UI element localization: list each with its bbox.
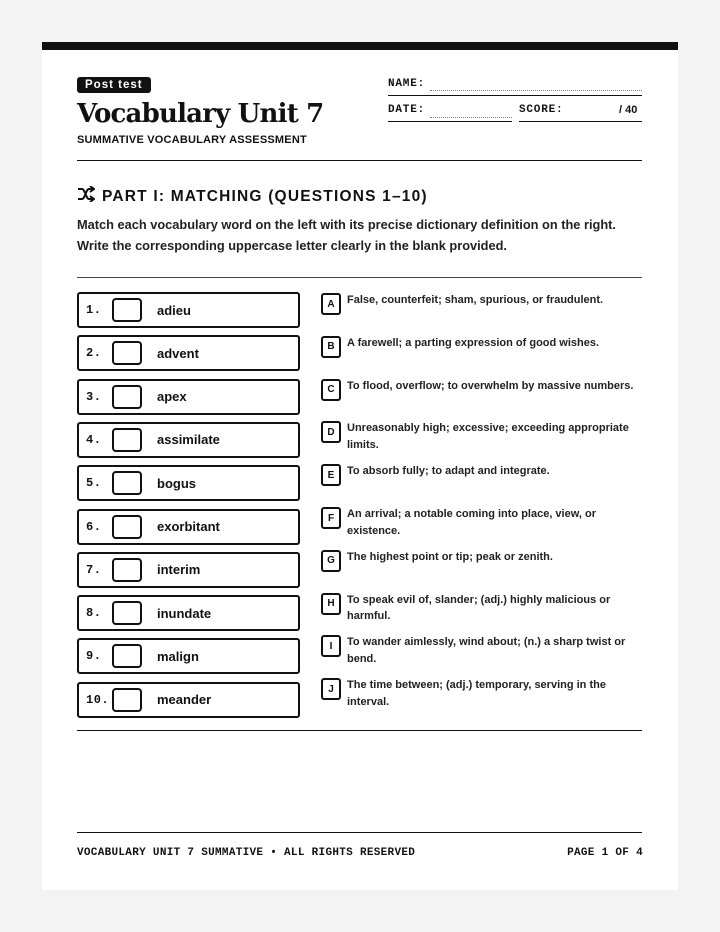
name-dotted-line bbox=[430, 90, 642, 91]
definition-text: The highest point or tip; peak or zenith. bbox=[347, 550, 553, 563]
vocab-word: advent bbox=[157, 345, 199, 361]
definition-letter: G bbox=[321, 550, 341, 572]
vocab-word: exorbitant bbox=[157, 519, 220, 534]
worksheet-page bbox=[42, 42, 678, 890]
question-number: 8. bbox=[86, 606, 102, 621]
definition-item bbox=[321, 678, 641, 710]
answer-blank[interactable] bbox=[112, 471, 142, 495]
post-test-badge: Post test bbox=[77, 77, 151, 93]
definition-text: Unreasonably high; excessive; exceeding appropriate limits. bbox=[347, 422, 629, 451]
definition-letter: F bbox=[321, 507, 341, 529]
answer-blank[interactable] bbox=[112, 385, 142, 409]
definition-item bbox=[321, 593, 641, 625]
definition-letter: A bbox=[321, 293, 341, 315]
vocab-word: meander bbox=[157, 692, 212, 708]
definition-item bbox=[321, 379, 641, 401]
definition-item bbox=[321, 507, 641, 539]
definition-text: False, counterfeit; sham, spurious, or fraudulent. bbox=[347, 294, 604, 306]
vocab-word: interim bbox=[157, 562, 201, 578]
header-divider bbox=[77, 160, 642, 161]
answer-blank[interactable] bbox=[112, 688, 142, 712]
date-label: DATE: bbox=[388, 104, 426, 116]
definition-item bbox=[321, 421, 641, 453]
page-subtitle: SUMMATIVE VOCABULARY ASSESSMENT bbox=[77, 134, 307, 146]
instructions: Match each vocabulary word on the left with its precise dictionary definition on the right. Write the corresponding uppercase letter clearly in the blank provided. bbox=[77, 217, 616, 253]
word-row bbox=[77, 595, 300, 631]
definition-item bbox=[321, 550, 641, 572]
page-title: Vocabulary Unit 7 bbox=[77, 99, 324, 129]
score-total: / 40 bbox=[619, 104, 638, 116]
word-row bbox=[77, 638, 300, 674]
word-row bbox=[77, 292, 300, 328]
word-row bbox=[77, 509, 300, 545]
word-row bbox=[77, 465, 300, 501]
definition-letter: I bbox=[321, 635, 341, 657]
shuffle-icon bbox=[77, 186, 95, 207]
definition-item bbox=[321, 464, 641, 486]
question-number: 2. bbox=[86, 346, 102, 361]
question-number: 6. bbox=[86, 519, 102, 534]
definition-text: To flood, overflow; to overwhelm by massive numbers. bbox=[347, 379, 634, 392]
part-heading bbox=[77, 186, 428, 207]
word-row bbox=[77, 379, 300, 415]
section-divider-bottom bbox=[77, 730, 642, 731]
question-number: 7. bbox=[86, 562, 102, 577]
definition-text: The time between; (adj.) temporary, serving in the interval. bbox=[347, 679, 606, 708]
date-field[interactable] bbox=[388, 121, 512, 122]
word-row bbox=[77, 552, 300, 588]
answer-blank[interactable] bbox=[112, 644, 142, 668]
footer-divider bbox=[77, 832, 642, 833]
score-field[interactable] bbox=[519, 121, 642, 122]
definition-item bbox=[321, 635, 641, 667]
footer-copyright: VOCABULARY UNIT 7 SUMMATIVE • ALL RIGHTS RESERVED bbox=[77, 847, 416, 859]
definition-letter: E bbox=[321, 464, 341, 486]
vocab-word: adieu bbox=[157, 302, 191, 318]
question-number: 9. bbox=[86, 649, 102, 664]
definition-text: To wander aimlessly, wind about; (n.) a sharp twist or bend. bbox=[347, 636, 626, 665]
definition-item bbox=[321, 336, 641, 358]
vocab-word: inundate bbox=[157, 605, 212, 621]
definition-text: An arrival; a notable coming into place, view, or existence. bbox=[347, 508, 596, 537]
definition-letter: B bbox=[321, 336, 341, 358]
answer-blank[interactable] bbox=[112, 298, 142, 322]
name-label: NAME: bbox=[388, 78, 426, 90]
question-number: 4. bbox=[86, 432, 102, 447]
definition-letter: D bbox=[321, 421, 341, 443]
date-dotted-line bbox=[430, 117, 512, 118]
question-number: 3. bbox=[86, 389, 102, 404]
part-heading-text: PART I: MATCHING (QUESTIONS 1–10) bbox=[102, 187, 428, 205]
section-divider-top bbox=[77, 277, 642, 278]
answer-blank[interactable] bbox=[112, 428, 142, 452]
vocab-word: apex bbox=[157, 389, 187, 405]
question-number: 1. bbox=[86, 303, 102, 317]
answer-blank[interactable] bbox=[112, 515, 142, 539]
word-row bbox=[77, 682, 300, 718]
definition-text: To absorb fully; to adapt and integrate. bbox=[347, 465, 550, 478]
question-number: 10. bbox=[86, 692, 110, 707]
answer-blank[interactable] bbox=[112, 601, 142, 625]
definition-letter: H bbox=[321, 593, 341, 615]
definition-text: To speak evil of, slander; (adj.) highly malicious or harmful. bbox=[347, 593, 611, 623]
word-row bbox=[77, 335, 300, 371]
definition-letter: J bbox=[321, 678, 341, 700]
name-field[interactable] bbox=[388, 95, 642, 96]
definition-text: A farewell; a parting expression of good wishes. bbox=[347, 336, 600, 349]
question-number: 5. bbox=[86, 476, 102, 491]
vocab-word: assimilate bbox=[157, 432, 220, 448]
definition-letter: C bbox=[321, 379, 341, 401]
word-row bbox=[77, 422, 300, 458]
answer-blank[interactable] bbox=[112, 341, 142, 365]
footer-page-number: PAGE 1 OF 4 bbox=[567, 847, 643, 859]
definition-item bbox=[321, 293, 641, 315]
vocab-word: bogus bbox=[157, 475, 196, 491]
score-label: SCORE: bbox=[519, 104, 564, 116]
vocab-word: malign bbox=[157, 648, 199, 664]
answer-blank[interactable] bbox=[112, 558, 142, 582]
